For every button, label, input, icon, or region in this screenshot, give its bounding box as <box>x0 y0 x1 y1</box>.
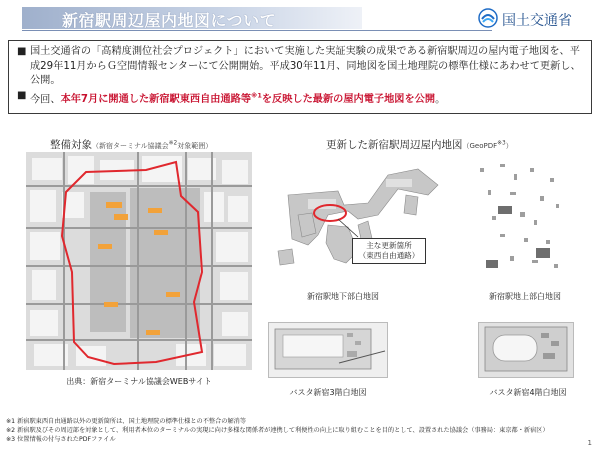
right-panel-title <box>326 137 513 152</box>
title-underline <box>22 30 492 31</box>
ground-map <box>470 160 570 282</box>
underground-map <box>268 155 452 285</box>
footnote-2: ※2 新宿駅及びその周辺部を対象として、利用者本位のターミナルの実現に向け多様な関係者が連携して利便性の向上に取り組むことを目的として、設置された協議会（事務局：東京都・新宿区） <box>6 427 549 434</box>
busta-4f-map <box>478 322 574 378</box>
footnote-1: ※1 新宿駅東西自由通路以外の更新箇所は、国土地理院の標準仕様との不整合の解消等 <box>6 418 247 425</box>
summary-text-2-pre: 今回、 <box>30 93 61 105</box>
summary-text-1: 国土交通省の「高精度測位社会プロジェクト」において実施した実証実験の成果である新宿駅周辺の屋内電子地図を、平成29年11月からＧ空間情報センターにて公開開始。平成30年11月、同地図を国土地理院の標準仕様にあわせて更新し、公開。 <box>30 46 581 86</box>
left-title-main: 整備対象 <box>50 139 92 151</box>
busta-3f-map <box>268 322 388 378</box>
busta-4f-floorplan-image <box>479 323 573 377</box>
highlight-text-1: 本年7月に開通した新宿駅東西自由通路等 <box>60 93 252 105</box>
bullet-square: ■ <box>17 46 27 57</box>
summary-item-2 <box>17 89 583 108</box>
left-title-sub2: 対象範囲） <box>177 142 213 150</box>
right-title-sub2: ） <box>505 142 513 150</box>
footnotes <box>6 417 596 444</box>
bullet-square: ■ <box>17 89 27 101</box>
update-callout <box>352 238 426 264</box>
left-map-caption: 出典：新宿ターミナル協議会WEBサイト <box>66 377 212 386</box>
ministry-logo <box>478 6 588 30</box>
right-title-main: 更新した新宿駅周辺屋内地図 <box>326 139 463 151</box>
page-number: 1 <box>587 439 592 447</box>
left-panel-title <box>50 137 212 152</box>
ground-caption: 新宿駅地上部白地図 <box>489 292 561 301</box>
highlight-text-2: を反映した最新の屋内電子地図を公開 <box>261 93 436 105</box>
busta-3f-floorplan-image <box>269 323 387 377</box>
busta-4f-caption: バスタ新宿4階白地図 <box>489 388 567 397</box>
street-map-image <box>26 152 252 370</box>
page-title: 新宿駅周辺屋内地図について <box>62 11 277 30</box>
ground-floorplan-image <box>470 160 570 282</box>
summary-highlight <box>60 91 436 105</box>
terminal-area-map <box>26 152 252 370</box>
callout-line-2: （東西自由通路） <box>358 251 420 260</box>
busta-3f-caption: バスタ新宿3階白地図 <box>289 388 367 397</box>
summary-box <box>8 40 592 114</box>
footnote-ref-2: ※2 <box>168 140 178 147</box>
ministry-name: 国土交通省 <box>502 13 572 29</box>
underground-floorplan-image <box>268 155 452 285</box>
summary-text-2-post: 。 <box>435 93 446 105</box>
footnote-ref-1: ※1 <box>251 91 262 100</box>
callout-line-1: 主な更新箇所 <box>366 241 412 250</box>
summary-item-1 <box>17 45 583 89</box>
right-title-sub: （GeoPDF <box>462 142 498 150</box>
ministry-emblem-icon <box>478 8 498 28</box>
footnote-3: ※3 位置情報の付与されたPDFファイル <box>6 436 116 443</box>
left-title-sub: （新宿ターミナル協議会 <box>92 142 169 150</box>
footnote-ref-3: ※3 <box>497 140 506 147</box>
underground-caption: 新宿駅地下部白地図 <box>307 292 379 301</box>
